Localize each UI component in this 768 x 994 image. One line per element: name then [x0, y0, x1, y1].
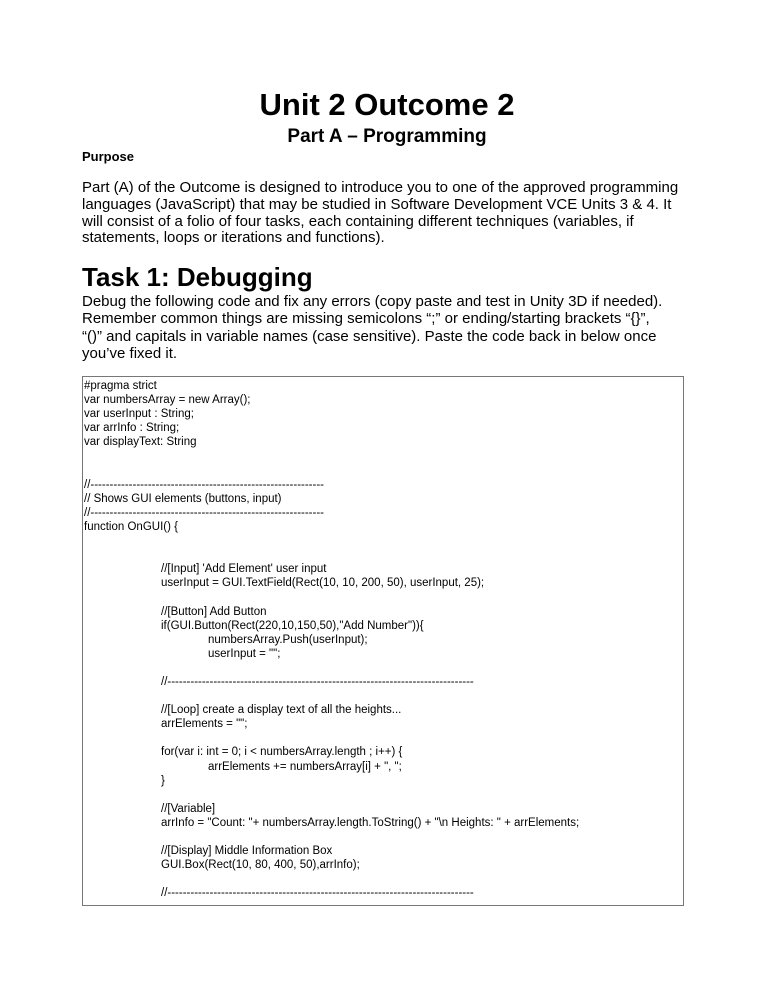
code-line [84, 689, 683, 703]
code-line: //------------------------------------------------------------- [84, 478, 324, 491]
code-line: //[Loop] create a display text of all the heights... [161, 704, 402, 717]
purpose-heading: Purpose [82, 149, 135, 164]
code-line [84, 661, 683, 675]
code-line: #pragma strict [84, 380, 157, 392]
code-line: function OnGUI() { [84, 520, 178, 533]
code-line: var displayText: String [84, 436, 197, 449]
code-line: for(var i: int = 0; i < numbersArray.length ; i++) { [161, 746, 403, 759]
code-box[interactable] [82, 376, 684, 906]
code-line: //------------------------------------------------------------- [84, 506, 324, 519]
code-line [84, 534, 683, 548]
code-line [84, 449, 683, 463]
code-line: arrElements += numbersArray[i] + ", "; [208, 760, 402, 773]
code-line [84, 830, 683, 844]
code-line: arrElements = ""; [161, 718, 248, 731]
paragraph-line: languages (JavaScript) that may be studied in Software Development VCE Units 3 & 4. It [82, 195, 672, 213]
paragraph-line: will consist of a folio of four tasks, each containing different techniques (variables, if [82, 212, 634, 230]
paragraph-line: statements, loops or iterations and functions). [82, 229, 385, 247]
code-line [84, 731, 683, 745]
document-title: Unit 2 Outcome 2 [259, 87, 515, 122]
code-line [84, 872, 683, 886]
task-instructions [82, 293, 702, 363]
paragraph-line: Debug the following code and fix any errors (copy paste and test in Unity 3D if needed). [82, 293, 663, 310]
code-line [84, 548, 683, 562]
code-line: if(GUI.Button(Rect(220,10,150,50),"Add Number")){ [161, 619, 424, 632]
code-line [84, 788, 683, 802]
code-line: //-------------------------------------------------------------------------------- [161, 675, 474, 688]
code-line: var numbersArray = new Array(); [84, 394, 251, 407]
code-line: userInput = GUI.TextField(Rect(10, 10, 200, 50), userInput, 25); [161, 577, 485, 590]
document-subtitle: Part A – Programming [287, 126, 487, 147]
purpose-paragraph [82, 180, 702, 247]
code-line: // Shows GUI elements (buttons, input) [84, 492, 282, 505]
paragraph-line: you’ve fixed it. [82, 345, 178, 363]
code-line: } [161, 774, 165, 787]
code-line: //[Input] 'Add Element' user input [161, 563, 327, 576]
code-line: numbersArray.Push(userInput); [208, 633, 368, 646]
code-line: //[Display] Middle Information Box [161, 845, 333, 858]
paragraph-line: Part (A) of the Outcome is designed to introduce you to one of the approved programming [82, 179, 679, 196]
paragraph-line: “()” and capitals in variable names (case sensitive). Paste the code back in below once [82, 327, 657, 345]
task-heading: Task 1: Debugging [82, 262, 313, 292]
code-line: var arrInfo : String; [84, 422, 180, 435]
code-line [84, 590, 683, 604]
code-line: userInput = ""; [208, 647, 281, 660]
code-line: //-------------------------------------------------------------------------------- [161, 887, 474, 900]
code-line: //[Button] Add Button [161, 605, 267, 618]
code-line: //[Variable] [161, 802, 216, 815]
code-line: var userInput : String; [84, 408, 194, 421]
paragraph-line: Remember common things are missing semicolons “;” or ending/starting brackets “{}”, [82, 310, 650, 328]
code-line [84, 464, 683, 478]
code-line: GUI.Box(Rect(10, 80, 400, 50),arrInfo); [161, 859, 360, 872]
code-line: arrInfo = "Count: "+ numbersArray.length.ToString() + "\n Heights: " + arrElements; [161, 816, 580, 829]
